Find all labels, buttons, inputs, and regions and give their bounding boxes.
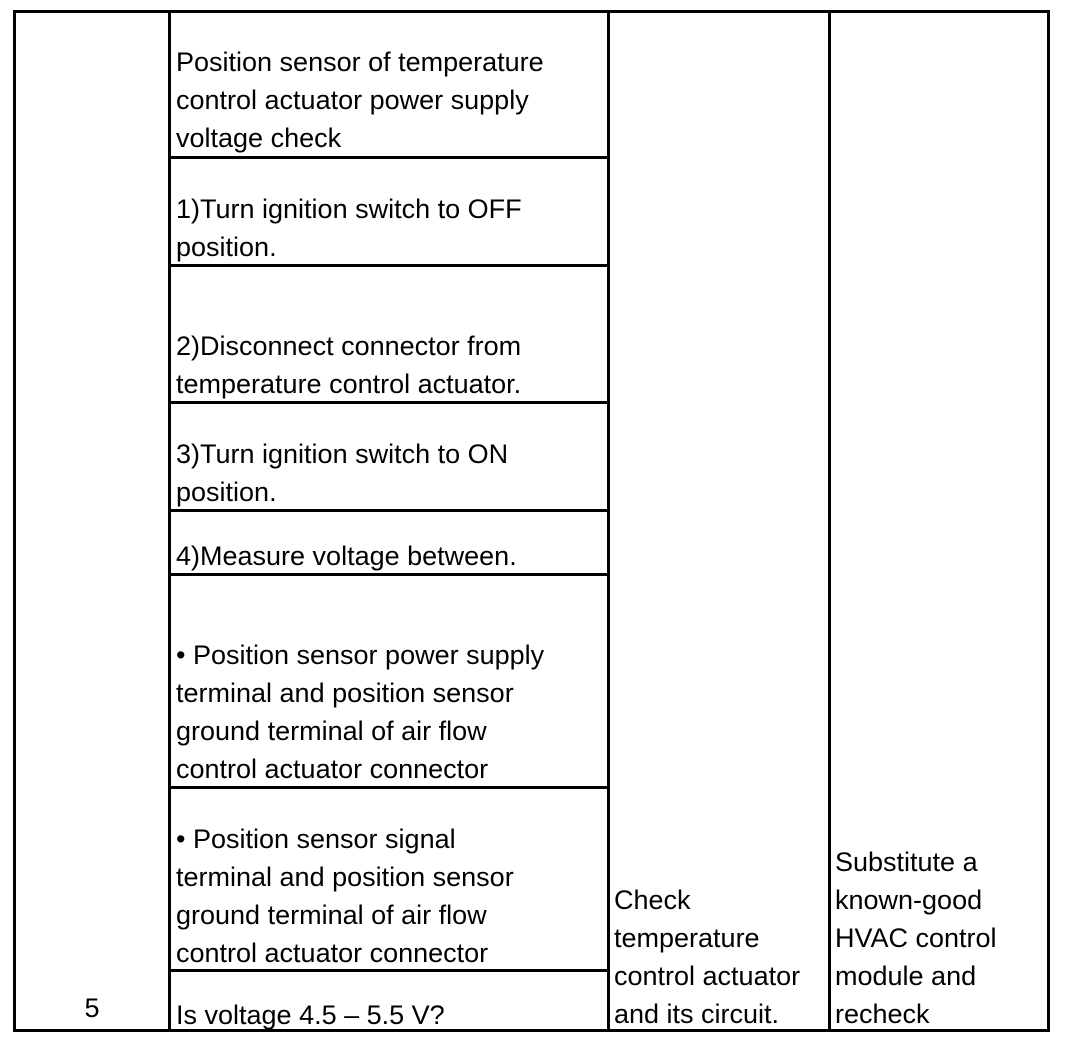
action-row-bullet-1: • Position sensor power supply terminal and position sensor ground terminal of air flow control actuator connector <box>176 640 545 784</box>
column-divider-2 <box>607 13 610 1029</box>
procedure-table <box>13 10 1050 1032</box>
step-number: 5 <box>84 993 100 1023</box>
action-row-title: Position sensor of temperature control actuator power supply voltage check <box>176 47 544 153</box>
action-row-step-3: 3)Turn ignition switch to ON position. <box>176 439 509 507</box>
column-divider-1 <box>168 13 171 1029</box>
action-row-question: Is voltage 4.5 – 5.5 V? <box>176 1000 445 1030</box>
action-row-step-4: 4)Measure voltage between. <box>176 541 517 571</box>
action-row-step-1: 1)Turn ignition switch to OFF position. <box>176 194 522 262</box>
yes-result: Check temperature control actuator and its circuit. <box>614 885 801 1029</box>
column-divider-3 <box>828 13 831 1029</box>
no-result: Substitute a known-good HVAC control module and recheck <box>835 847 997 1029</box>
action-row-step-2: 2)Disconnect connector from temperature control actuator. <box>176 331 522 399</box>
action-row-bullet-2: • Position sensor signal terminal and position sensor ground terminal of air flow control actuator connector <box>176 824 514 968</box>
